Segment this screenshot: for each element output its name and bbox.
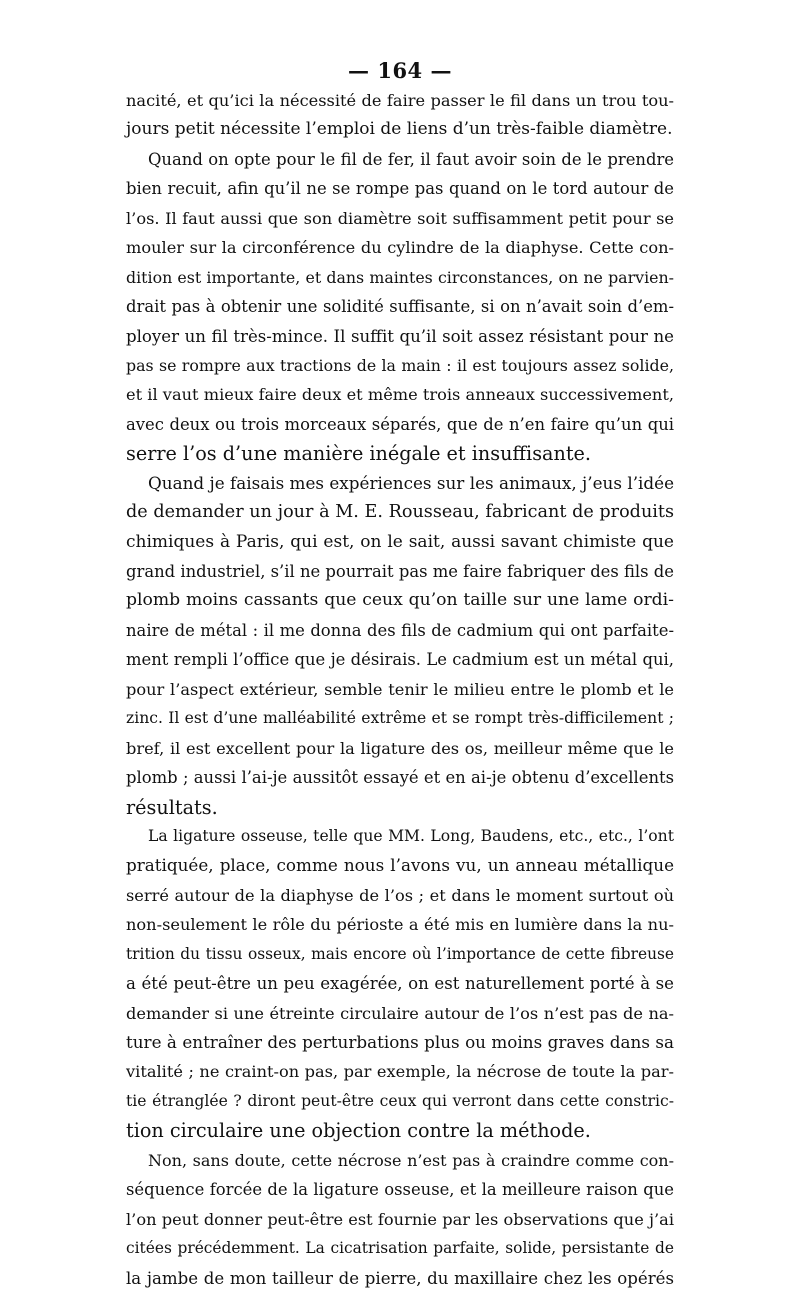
text-line: serré autour de la diaphyse de l’os ; et dans le moment surtout où: [126, 885, 674, 905]
text-line: la jambe de mon tailleur de pierre, du maxillaire chez les opérés: [126, 1268, 674, 1288]
text-line: dition est importante, et dans maintes circonstances, on ne parvien-: [126, 267, 674, 287]
text-line: plomb moins cassants que ceux qu’on taille sur une lame ordi-: [126, 590, 674, 611]
text-line: mouler sur la circonférence du cylindre de la diaphyse. Cette con-: [126, 238, 674, 258]
text-line: chimiques à Paris, qui est, on le sait, aussi savant chimiste que: [126, 531, 674, 552]
text-line: ment rempli l’office que je désirais. Le cadmium est un métal qui,: [126, 650, 674, 670]
text-line: Quand je faisais mes expériences sur les animaux, j’eus l’idée: [148, 472, 674, 493]
text-line: l’os. Il faut aussi que son diamètre soit suffisamment petit pour se: [126, 208, 674, 228]
text-line: a été peut-être un peu exagérée, on est naturellement porté à se: [126, 974, 674, 994]
text-line: bien recuit, afin qu’il ne se rompe pas quand on le tord autour de: [126, 179, 674, 199]
text-line: non-seulement le rôle du périoste a été mis en lumière dans la nu-: [126, 915, 674, 935]
text-line: de demander un jour à M. E. Rousseau, fabricant de produits: [126, 502, 674, 523]
text-line: plomb ; aussi l’ai-je aussitôt essayé et en ai-je obtenu d’excellents: [126, 768, 674, 788]
text-line: pratiquée, place, comme nous l’avons vu, un anneau métallique: [126, 855, 674, 876]
text-line: pour l’aspect extérieur, semble tenir le milieu entre le plomb et le: [126, 679, 674, 699]
text-line: et il vaut mieux faire deux et même trois anneaux successivement,: [126, 385, 674, 405]
text-line: trition du tissu osseux, mais encore où l’importance de cette fibreuse: [126, 944, 674, 963]
text-line: Quand on opte pour le fil de fer, il faut avoir soin de le prendre: [148, 149, 674, 169]
body-text: [126, 86, 674, 1293]
text-line: zinc. Il est d’une malléabilité extrême et se rompt très-difficilement ;: [126, 709, 674, 728]
text-line: jours petit nécessite l’emploi de liens d’un très-faible diamètre.: [126, 119, 673, 140]
text-line: Non, sans doute, cette nécrose n’est pas à craindre comme con-: [148, 1150, 674, 1170]
text-line: tion circulaire une objection contre la méthode.: [126, 1119, 591, 1143]
text-line: drait pas à obtenir une solidité suffisante, si on n’avait soin d’em-: [126, 297, 674, 317]
page-number: — 164 —: [348, 58, 452, 83]
text-line: avec deux ou trois morceaux séparés, que de n’en faire qu’un qui: [126, 414, 674, 434]
text-line: pas se rompre aux tractions de la main : il est toujours assez solide,: [126, 355, 674, 375]
text-line: l’on peut donner peut-être est fournie par les observations que j’ai: [126, 1209, 674, 1229]
text-line: séquence forcée de la ligature osseuse, et la meilleure raison que: [126, 1180, 674, 1200]
text-line: grand industriel, s’il ne pourrait pas me faire fabriquer des fils de: [126, 562, 674, 581]
text-line: tie étranglée ? diront peut-être ceux qui verront dans cette constric-: [126, 1091, 674, 1110]
text-line: vitalité ; ne craint-on pas, par exemple, la nécrose de toute la par-: [126, 1062, 674, 1082]
text-line: La ligature osseuse, telle que MM. Long, Baudens, etc., etc., l’ont: [148, 826, 674, 845]
text-line: citées précédemment. La cicatrisation parfaite, solide, persistante de: [126, 1239, 674, 1258]
text-line: résultats.: [126, 795, 218, 819]
text-line: serre l’os d’une manière inégale et insuffisante.: [126, 442, 591, 466]
text-line: ture à entraîner des perturbations plus ou moins graves dans sa: [126, 1032, 674, 1052]
text-line: naire de métal : il me donna des fils de cadmium qui ont parfaite-: [126, 620, 674, 640]
text-line: nacité, et qu’ici la nécessité de faire passer le fil dans un trou tou-: [126, 91, 674, 110]
text-line: demander si une étreinte circulaire autour de l’os n’est pas de na-: [126, 1003, 674, 1023]
text-line: bref, il est excellent pour la ligature des os, meilleur même que le: [126, 738, 674, 758]
text-line: ployer un fil très-mince. Il suffit qu’il soit assez résistant pour ne: [126, 326, 674, 346]
